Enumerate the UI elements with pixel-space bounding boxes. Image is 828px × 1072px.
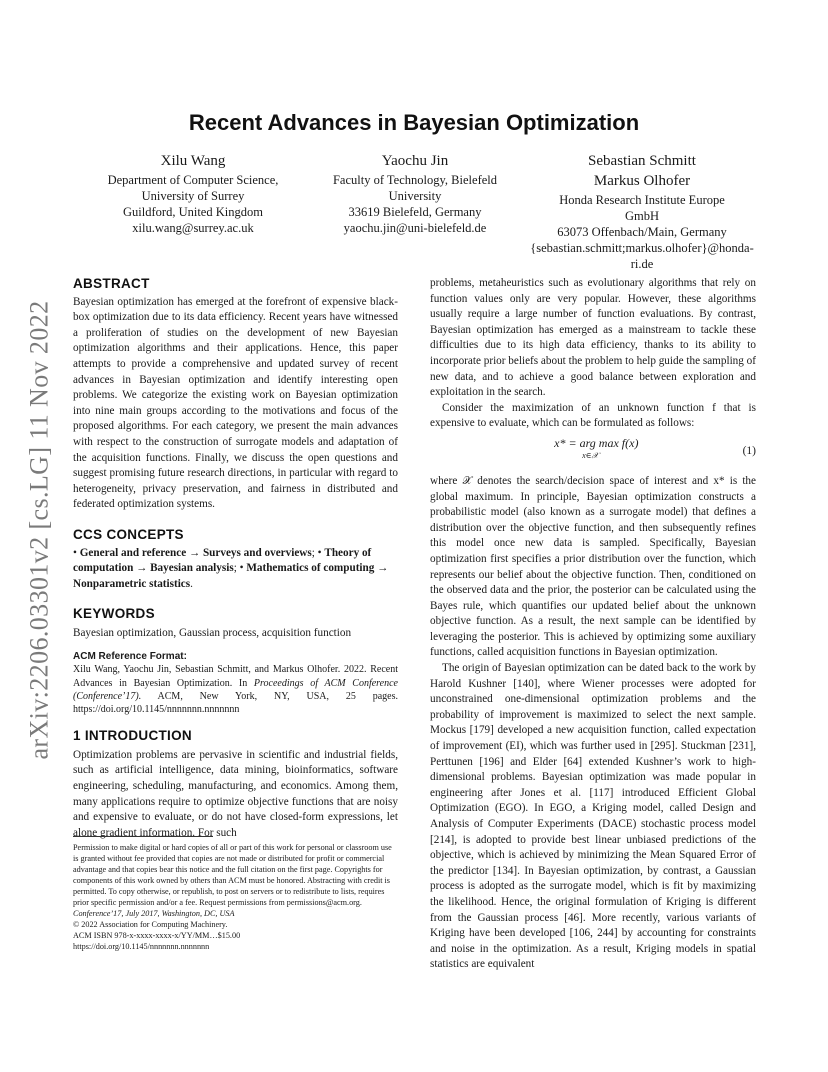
acm-reference	[73, 650, 398, 716]
acm-reference-text: Xilu Wang, Yaochu Jin, Sebastian Schmitt, and Markus Olhofer. 2022. Recent Advances in Bayesian Optimization. In Proceedings of ACM Conference (Conference’17). ACM, New York, NY, USA, 25 pages. https://doi.org/10.1145/nnnnnnn.nnnnnnn	[73, 664, 398, 716]
acm-reference-heading: ACM Reference Format:	[73, 651, 187, 663]
author-affiliation-line: Faculty of Technology, Bielefeld	[332, 173, 497, 187]
introduction-text: Optimization problems are pervasive in scientific and industrial fields, such as artificial intelligence, data mining, bioinformatics, software engineering, scheduling, manufacturing, and economics. Among them, many applications require to optimize objective functions that are noisy and expensive to evaluate, or do not have closed-form expressions, let alone gradient information. For such	[73, 748, 398, 839]
equation-subscript: x∈𝒳	[582, 451, 599, 461]
author-affiliation-line: Honda Research Institute Europe	[559, 193, 725, 207]
author-email[interactable]: yaochu.jin@uni-bielefeld.de	[343, 221, 487, 235]
paragraph: where 𝒳 denotes the search/decision space of interest and x* is the global maximum. In principle, Bayesian optimization constructs a probabilistic model (also known as a surrogate model) that defines a distribution over the objective function, and then subsequently refines this model once new data is sampled. Specifically, Bayesian optimization first specifies a prior distribution over the function, which represents our belief about the objective function. Then, conditioned on the observed data and the prior, the posterior can be calculated using the Bayes rule, which quantifies our updated belief about the unknown objective function. As a result, the next sample can be identified by leveraging the posterior. This is achieved by optimizing some auxiliary functions, called acquisition functions in Bayesian optimization.	[430, 474, 756, 659]
author-email-cont[interactable]: ri.de	[630, 257, 654, 271]
arxiv-stamp-text: arXiv:2206.03301v2 [cs.LG] 11 Nov 2022	[25, 300, 55, 760]
abstract-heading: ABSTRACT	[73, 276, 150, 291]
author-email[interactable]: {sebastian.schmitt;markus.olhofer}@honda-	[530, 241, 754, 255]
author-block-2	[310, 152, 520, 236]
right-column	[430, 276, 756, 973]
paragraph: problems, metaheuristics such as evolutionary algorithms that rely on function values only are very popular. However, these algorithms usually require a large number of function evaluations. By contrast, Bayesian optimization has emerged as a mainstream to tackle these difficulties due to its high data efficiency, thanks to its ability to incorporate prior beliefs about the problem to help guide the sampling of new data, and to achieve a good balance between exploration and exploitation in the search.	[430, 277, 756, 399]
abstract-text: Bayesian optimization has emerged at the forefront of expensive black-box optimization due to its data efficiency. Recent years have witnessed a proliferation of studies on the development of new Bayesian optimization algorithms and their applications. Hence, this paper attempts to provide a comprehensive and updated survey of recent advances in Bayesian optimization and identify interesting open problems. We categorize the existing work on Bayesian optimization into nine main groups according to the motivations and focus of the proposed algorithms. For each category, we present the main advances with respect to the construction of surrogate models and adaptation of the acquisition functions. Finally, we discuss the open questions and suggest promising future research directions, in particular with regard to heterogeneity, privacy preservation, and fairness in distributed and federated optimization systems.	[73, 295, 398, 511]
author-affiliation-line: Department of Computer Science,	[107, 173, 279, 187]
conference-info: Conference’17, July 2017, Washington, DC, USA	[73, 909, 235, 918]
paper-title: Recent Advances in Bayesian Optimization	[188, 110, 640, 135]
isbn-line: ACM ISBN 978-x-xxxx-xxxx-x/YY/MM…$15.00	[73, 931, 241, 940]
author-affiliation-line: GmbH	[624, 209, 660, 223]
keywords-heading: KEYWORDS	[73, 606, 155, 622]
keywords-text: Bayesian optimization, Gaussian process, acquisition function	[73, 626, 352, 639]
author-affiliation-line: 33619 Bielefeld, Germany	[348, 205, 482, 219]
paragraph: Consider the maximization of an unknown function f that is expensive to evaluate, which can be formulated as follows:	[430, 401, 756, 430]
author-affiliation-line: Guildford, United Kingdom	[123, 205, 263, 219]
ccs-text: • General and reference → Surveys and overviews; • Theory of computation → Bayesian analysis; • Mathematics of computing → Nonparametric statistics.	[73, 546, 389, 590]
author-block-1	[88, 152, 298, 236]
arxiv-stamp	[22, 280, 58, 780]
copyright-footnote	[73, 836, 398, 952]
paragraph: The origin of Bayesian optimization can be dated back to the work by Harold Kushner [140], where Wiener processes were adopted for unconstrained one-dimensional optimization problems and the probability of improvement is maximized to select the next sample. Mockus [179] developed a new acquisition function, called expectation of improvement (EI), which was further used in [295]. Stuckman [231], Perttunen [196] and Elder [64] extended Kushner’s work to high-dimensional problems. Bayesian optimization was made popular in engineering after Jones et al. [117] introduced Efficient Global Optimization (EGO). In EGO, a Kriging model, called Design and Analysis of Computer Experiments (DACE) stochastic process model [214], is adopted to provide best linear unbiased predictions of the objective, which is achieved by minimizing the Mean Squared Error of the predictor [134]. In Bayesian optimization, by contrast, a Gaussian process is adopted as the surrogate model, which is fit by maximizing the likelihood. Hence, the original formulation of Kriging is different from the Gaussian process [46]. More recently, various variants of Kriging have been developed [106, 244] by accounting for constraints and noise in the optimization. As a result, Kriging models in spatial statistics are equivalent	[430, 662, 756, 971]
equation-number: (1)	[742, 445, 756, 458]
permission-text: Permission to make digital or hard copies of all or part of this work for personal or classroom use is granted without fee provided that copies are not made or distributed for profit or commercial advantage and that copies bear this notice and the full citation on the first page. Copyrights for components of this work owned by others than ACM must be honored. Abstracting with credit is permitted. To copy otherwise, or republish, to post on servers or to redistribute to lists, requires prior specific permission and/or a fee. Request permissions from permissions@acm.org.	[73, 843, 392, 907]
doi-link[interactable]: https://doi.org/10.1145/nnnnnnn.nnnnnnn	[73, 942, 210, 951]
author-affiliation-line: University	[388, 189, 442, 203]
author-affiliation-line: University of Surrey	[141, 189, 245, 203]
ccs-heading: CCS CONCEPTS	[73, 526, 184, 542]
author-name: Sebastian Schmitt	[588, 153, 696, 169]
author-name: Xilu Wang	[160, 153, 226, 169]
equation-formula: x* = arg max f(x) $^{x\in 𝒳}$	[554, 435, 639, 461]
author-block-3	[522, 152, 762, 272]
introduction-heading: 1 INTRODUCTION	[73, 728, 192, 744]
author-email[interactable]: xilu.wang@surrey.ac.uk	[132, 221, 254, 235]
copyright-line: © 2022 Association for Computing Machinery.	[73, 920, 228, 929]
left-column	[73, 276, 398, 841]
author-affiliation-line: 63073 Offenbach/Main, Germany	[557, 225, 727, 239]
footnote-rule	[73, 836, 213, 837]
author-name-2: Markus Olhofer	[593, 173, 691, 189]
equation-1	[430, 435, 756, 466]
author-name: Yaochu Jin	[381, 153, 449, 169]
